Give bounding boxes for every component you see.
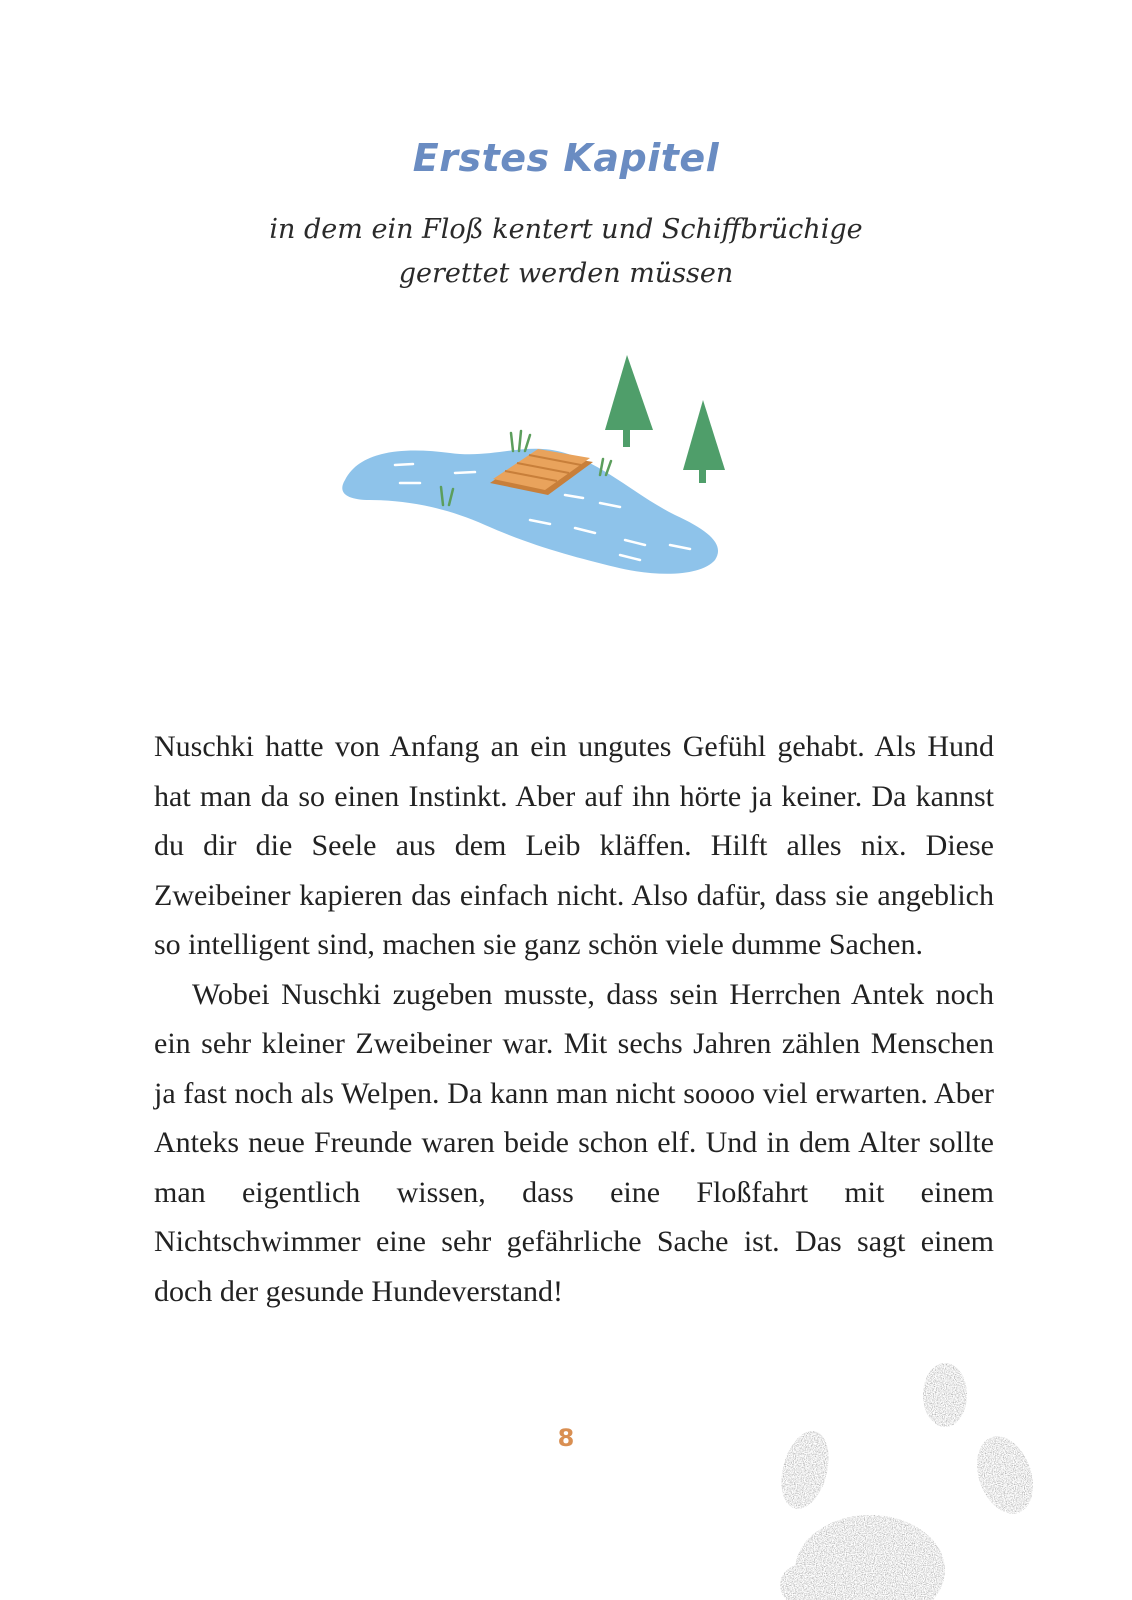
chapter-subtitle bbox=[0, 208, 1132, 296]
tree-large bbox=[605, 355, 653, 447]
body-text bbox=[154, 722, 994, 1316]
tree-small bbox=[683, 400, 725, 483]
paw-print-icon bbox=[770, 1360, 1132, 1600]
paragraph-1: Nuschki hatte von Anfang an ein ungutes Gefühl gehabt. Als Hund hat man da so einen Instinkt. Aber auf ihn hörte ja keiner. Da kannst du dir die Seele aus dem Leib kläffen. Hilft alles nix. Diese Zweibeiner kapieren das einfach nicht. Also dafür, dass sie angeblich so intelligent sind, machen sie ganz schön viele dumme Sachen. bbox=[154, 730, 994, 961]
chapter-subtitle-line-1: in dem ein Floß kentert und Schiffbrüchige bbox=[269, 214, 863, 245]
page-number: 8 bbox=[557, 1424, 575, 1452]
river-raft-trees-icon bbox=[335, 355, 735, 595]
chapter-title: Erstes Kapitel bbox=[412, 136, 720, 180]
paragraph-2: Wobei Nuschki zugeben musste, dass sein Herrchen Antek noch ein sehr kleiner Zweibeiner war. Mit sechs Jahren zählen Menschen ja fast noch als Welpen. Da kann man nicht soooo viel erwarten. Aber Anteks neue Freunde waren beide schon elf. Und in dem Alter sollte man eigentlich wissen, dass eine Floßfahrt mit einem Nichtschwimmer eine sehr gefährliche Sache ist. Das sagt einem doch der gesunde Hundeverstand! bbox=[154, 977, 994, 1308]
chapter-subtitle-line-2: gerettet werden müssen bbox=[398, 258, 734, 289]
